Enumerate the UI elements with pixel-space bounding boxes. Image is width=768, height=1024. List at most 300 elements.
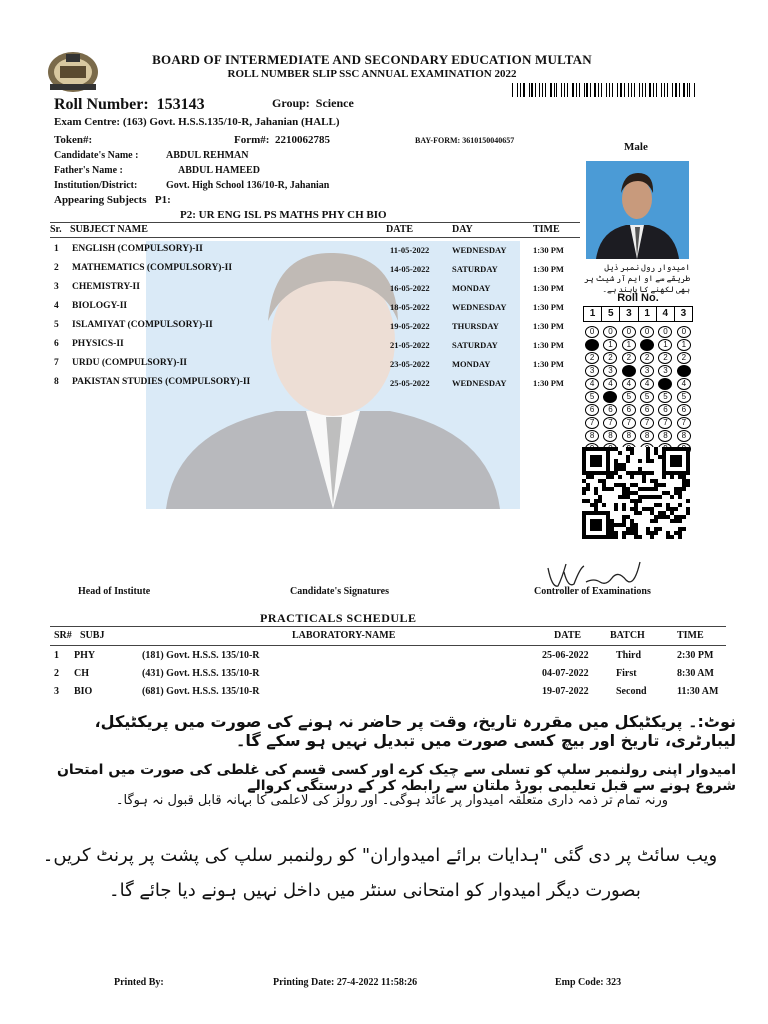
roll-bubble: 0 [585, 326, 599, 338]
roll-bubble: 0 [603, 326, 617, 338]
qr-module [650, 519, 654, 523]
col-date: DATE [554, 630, 582, 641]
roll-bubble: 5 [603, 391, 617, 403]
qr-module [614, 523, 618, 527]
qr-module [594, 499, 598, 503]
qr-module [618, 451, 622, 455]
barcode-bar [689, 83, 690, 97]
qr-module [662, 491, 666, 495]
bubble-column [675, 326, 693, 456]
qr-module [654, 483, 658, 487]
slip-title: ROLL NUMBER SLIP SSC ANNUAL EXAMINATION 2022 [227, 68, 517, 80]
qr-module [622, 487, 626, 491]
qr-module [646, 447, 650, 451]
qr-module [650, 495, 654, 499]
qr-module [658, 495, 662, 499]
qr-module [634, 523, 638, 527]
qr-module [614, 447, 618, 451]
qr-module [590, 455, 602, 467]
col-day: DAY [452, 224, 473, 235]
subject-time: 1:30 PM [533, 283, 564, 293]
barcode-bar [694, 83, 695, 97]
qr-module [630, 491, 634, 495]
practical-lab: (431) Govt. H.S.S. 135/10-R [142, 668, 260, 679]
roll-bubble: 3 [640, 365, 654, 377]
head-of-institute: Head of Institute [78, 586, 151, 597]
qr-module [594, 507, 598, 511]
roll-bubble: 8 [622, 430, 636, 442]
qr-module [666, 507, 670, 511]
qr-module [638, 467, 642, 471]
practicals-top-rule [50, 626, 726, 627]
qr-module [674, 531, 678, 535]
p2-subjects: P2: UR ENG ISL PS MATHS PHY CH BIO [180, 209, 387, 221]
qr-module [646, 455, 650, 459]
qr-module [650, 531, 654, 535]
qr-module [618, 483, 622, 487]
roll-bubble: 1 [677, 339, 691, 351]
subject-date: 23-05-2022 [390, 359, 430, 369]
qr-module [666, 503, 670, 507]
barcode [512, 83, 696, 97]
qr-module [670, 455, 682, 467]
emp-code: Emp Code: 323 [555, 977, 622, 988]
qr-module [638, 499, 642, 503]
qr-module [662, 483, 666, 487]
roll-bubble: 0 [622, 326, 636, 338]
roll-bubble: 8 [640, 430, 654, 442]
qr-module [622, 519, 626, 523]
practical-batch: Second [616, 686, 647, 697]
qr-module [650, 511, 654, 515]
roll-bubble: 8 [585, 430, 599, 442]
qr-module [626, 495, 630, 499]
form-number: Form#: 2210062785 [234, 134, 330, 146]
subject-sr: 5 [54, 320, 59, 330]
subject-time: 1:30 PM [533, 321, 564, 331]
qr-module [666, 491, 670, 495]
barcode-bar [517, 83, 518, 97]
qr-module [642, 487, 646, 491]
qr-module [622, 535, 626, 539]
roll-bubble: 6 [677, 404, 691, 416]
qr-module [622, 515, 626, 519]
col-subject-name: SUBJECT NAME [70, 224, 148, 235]
barcode-bar [642, 83, 643, 97]
subject-day: MONDAY [452, 283, 491, 293]
qr-module [654, 519, 658, 523]
qr-module [682, 527, 686, 531]
qr-module [682, 487, 686, 491]
subject-name: URDU (COMPULSORY)-II [72, 358, 187, 368]
subject-time: 1:30 PM [533, 340, 564, 350]
printed-by: Printed By: [114, 977, 164, 988]
qr-module [614, 467, 618, 471]
candidate-name: ABDUL REHMAN [166, 150, 249, 161]
roll-bubble: 4 [677, 378, 691, 390]
qr-module [630, 475, 634, 479]
printing-date: Printing Date: 27-4-2022 11:58:26 [273, 977, 418, 988]
qr-module [634, 511, 638, 515]
qr-module [670, 475, 674, 479]
qr-module [650, 459, 654, 463]
qr-module [662, 511, 666, 515]
barcode-bar [550, 83, 552, 97]
roll-bubble: 8 [603, 430, 617, 442]
qr-module [638, 511, 642, 515]
qr-module [686, 507, 690, 511]
subject-day: WEDNESDAY [452, 378, 507, 388]
qr-module [614, 535, 618, 539]
practical-lab: (681) Govt. H.S.S. 135/10-R [142, 686, 260, 697]
qr-module [638, 459, 642, 463]
practical-date: 19-07-2022 [542, 686, 589, 697]
urdu-note-5: بصورت دیگر امیدوار کو امتحانی سنٹر میں داخل نہیں ہونے دیا جائے گا۔ [109, 880, 641, 901]
practical-batch: Third [616, 650, 642, 661]
roll-bubble: 7 [585, 417, 599, 429]
practical-time: 8:30 AM [677, 668, 714, 679]
qr-module [618, 463, 622, 467]
qr-module [582, 499, 586, 503]
qr-module [654, 451, 658, 455]
qr-module [622, 523, 626, 527]
subject-name: MATHEMATICS (COMPULSORY)-II [72, 263, 233, 273]
qr-module [622, 483, 626, 487]
qr-module [674, 487, 678, 491]
qr-module [642, 495, 646, 499]
qr-module [658, 503, 662, 507]
qr-module [602, 503, 606, 507]
practical-lab: (181) Govt. H.S.S. 135/10-R [142, 650, 260, 661]
qr-module [594, 487, 598, 491]
qr-module [614, 531, 618, 535]
qr-module [590, 519, 602, 531]
qr-module [670, 519, 674, 523]
barcode-bar [620, 83, 622, 97]
qr-module [682, 483, 686, 487]
exam-centre: Exam Centre: (163) Govt. H.S.S.135/10-R, Jahanian (HALL) [54, 116, 340, 128]
qr-module [614, 463, 618, 467]
qr-module [618, 495, 622, 499]
barcode-bar [656, 83, 657, 97]
roll-no-label: Roll No. [617, 292, 659, 304]
qr-module [638, 495, 642, 499]
roll-bubble: 3 [603, 365, 617, 377]
qr-module [642, 479, 646, 483]
roll-bubble: 4 [640, 378, 654, 390]
subject-sr: 8 [54, 377, 59, 387]
roll-digit: 1 [639, 307, 657, 321]
qr-module [666, 535, 670, 539]
qr-module [630, 483, 634, 487]
gender: Male [624, 141, 648, 153]
subject-row [54, 244, 584, 262]
qr-module [586, 475, 590, 479]
qr-module [650, 471, 654, 475]
father-name: ABDUL HAMEED [178, 165, 260, 176]
barcode-bar [634, 83, 635, 97]
practical-sr: 3 [54, 686, 59, 697]
qr-module [650, 487, 654, 491]
roll-bubbles [583, 326, 693, 456]
bay-form: BAY-FORM: 3610150040657 [415, 136, 515, 145]
qr-module [646, 451, 650, 455]
roll-bubble: 8 [658, 430, 672, 442]
roll-bubble: 5 [658, 391, 672, 403]
qr-module [626, 527, 630, 531]
qr-module [634, 471, 638, 475]
board-logo [46, 48, 100, 94]
qr-module [634, 483, 638, 487]
qr-module [666, 531, 670, 535]
barcode-bar [664, 83, 665, 97]
barcode-bar [679, 83, 680, 97]
roll-bubble: 7 [658, 417, 672, 429]
qr-module [678, 531, 682, 535]
subject-date: 18-05-2022 [390, 302, 430, 312]
qr-module [670, 507, 674, 511]
barcode-bar [590, 83, 591, 97]
subject-time: 1:30 PM [533, 359, 564, 369]
barcode-bar [539, 83, 540, 97]
roll-bubble: 1 [585, 339, 599, 351]
urdu-note-3: ورنہ تمام تر ذمہ داری متعلقہ امیدوار پر عائد ہوگی۔ اور رولز کی لاعلمی کا بہانہ قابل قبول نہ ہوگا۔ [115, 793, 668, 808]
controller-of-examinations: Controller of Examinations [534, 586, 651, 597]
qr-module [622, 463, 626, 467]
qr-module [622, 507, 626, 511]
roll-bubble: 6 [603, 404, 617, 416]
qr-module [634, 491, 638, 495]
qr-module [678, 475, 682, 479]
qr-module [590, 503, 594, 507]
roll-bubble: 1 [603, 339, 617, 351]
roll-bubble: 2 [640, 352, 654, 364]
qr-module [622, 467, 626, 471]
qr-module [662, 515, 666, 519]
barcode-bar [683, 83, 684, 97]
roll-digits [583, 306, 693, 322]
barcode-bar [609, 83, 610, 97]
qr-module [650, 479, 654, 483]
qr-module [646, 495, 650, 499]
subject-name: ENGLISH (COMPULSORY)-II [72, 244, 203, 254]
qr-module [630, 527, 634, 531]
qr-module [650, 535, 654, 539]
roll-bubble: 6 [585, 404, 599, 416]
qr-module [610, 475, 614, 479]
roll-digit: 4 [657, 307, 675, 321]
practical-date: 25-06-2022 [542, 650, 589, 661]
bubble-column [638, 326, 656, 456]
barcode-bar [584, 83, 585, 97]
qr-module [630, 447, 634, 451]
roll-bubble: 2 [677, 352, 691, 364]
qr-module [678, 535, 682, 539]
col-sr: Sr. [50, 224, 62, 235]
roll-digit: 5 [602, 307, 620, 321]
roll-bubble: 3 [658, 365, 672, 377]
qr-module [638, 535, 642, 539]
subject-date: 11-05-2022 [390, 245, 430, 255]
practical-time: 2:30 PM [677, 650, 714, 661]
practical-subj: CH [74, 668, 89, 679]
roll-bubble: 7 [622, 417, 636, 429]
barcode-bar [624, 83, 625, 97]
col-batch: BATCH [610, 630, 645, 641]
qr-module [594, 491, 598, 495]
subject-name: BIOLOGY-II [72, 301, 128, 311]
roll-bubble: 0 [677, 326, 691, 338]
qr-module [598, 495, 602, 499]
barcode-bar [554, 83, 555, 97]
qr-module [662, 475, 666, 479]
roll-bubble: 1 [658, 339, 672, 351]
bubble-column [656, 326, 674, 456]
barcode-bar [542, 83, 543, 97]
qr-module [674, 507, 678, 511]
roll-digit: 3 [620, 307, 638, 321]
qr-module [606, 475, 610, 479]
subject-row [54, 377, 584, 395]
roll-bubble: 4 [585, 378, 599, 390]
practical-row [54, 668, 726, 686]
barcode-bar [529, 83, 530, 97]
qr-module [626, 471, 630, 475]
qr-module [630, 507, 634, 511]
board-title: BOARD OF INTERMEDIATE AND SECONDARY EDUCATION MULTAN [152, 52, 592, 67]
subject-time: 1:30 PM [533, 245, 564, 255]
qr-module [634, 527, 638, 531]
roll-bubble: 5 [640, 391, 654, 403]
roll-bubble: 6 [640, 404, 654, 416]
qr-module [674, 491, 678, 495]
subject-name: PHYSICS-II [72, 339, 124, 349]
roll-bubble: 7 [640, 417, 654, 429]
qr-module [670, 495, 674, 499]
qr-module [686, 499, 690, 503]
col-time: TIME [677, 630, 704, 641]
qr-module [606, 487, 610, 491]
qr-module [618, 523, 622, 527]
omr-note: امیدوار رول نمبر ذیل طریقے سے او ایم آر شیٹ پر بھی لکھنے کا پابند ہے۔ [584, 263, 690, 294]
col-lab: LABORATORY-NAME [292, 630, 396, 641]
qr-module [630, 499, 634, 503]
barcode-bar [512, 83, 513, 97]
roll-bubble: 3 [585, 365, 599, 377]
roll-bubble: 4 [603, 378, 617, 390]
subject-row [54, 339, 584, 357]
qr-module [646, 531, 650, 535]
qr-module [654, 487, 658, 491]
roll-bubble: 3 [677, 365, 691, 377]
qr-module [602, 487, 606, 491]
barcode-bar [523, 83, 525, 97]
qr-module [614, 503, 618, 507]
qr-module [654, 479, 658, 483]
qr-module [666, 515, 670, 519]
qr-module [622, 503, 626, 507]
qr-module [630, 531, 634, 535]
roll-digit: 3 [680, 308, 687, 319]
subject-row [54, 301, 584, 319]
subject-day: WEDNESDAY [452, 245, 507, 255]
practical-subj: PHY [74, 650, 96, 661]
roll-bubble: 5 [585, 391, 599, 403]
qr-module [678, 491, 682, 495]
roll-bubble: 1 [622, 339, 636, 351]
barcode-bar [612, 83, 613, 97]
qr-module [626, 447, 630, 451]
qr-module [634, 531, 638, 535]
roll-bubble: 2 [658, 352, 672, 364]
roll-bubble: 5 [677, 391, 691, 403]
roll-bubble: 7 [677, 417, 691, 429]
practical-subj: BIO [74, 686, 93, 697]
qr-module [646, 471, 650, 475]
qr-module [610, 447, 614, 451]
qr-module [586, 499, 590, 503]
candidate-photo [586, 161, 689, 259]
subject-table-header-rule [50, 237, 580, 238]
subject-date: 16-05-2022 [390, 283, 430, 293]
institution-label: Institution/District: [54, 180, 138, 191]
roll-bubble: 2 [603, 352, 617, 364]
subject-sr: 4 [54, 301, 59, 311]
barcode-bar [556, 83, 557, 97]
col-date: DATE [386, 224, 414, 235]
roll-bubble: 4 [622, 378, 636, 390]
col-subj: SUBJ [80, 630, 105, 641]
qr-module [610, 527, 614, 531]
practical-batch: First [616, 668, 637, 679]
subject-date: 21-05-2022 [390, 340, 430, 350]
subject-name: CHEMISTRY-II [72, 282, 140, 292]
barcode-bar [579, 83, 580, 97]
qr-module [678, 519, 682, 523]
qr-module [654, 503, 658, 507]
qr-module [610, 519, 614, 523]
institution: Govt. High School 136/10-R, Jahanian [166, 180, 330, 191]
subject-day: SATURDAY [452, 264, 498, 274]
qr-module [626, 459, 630, 463]
subject-rows [54, 244, 584, 394]
qr-module [582, 479, 586, 483]
barcode-bar [586, 83, 587, 97]
subject-row [54, 320, 584, 338]
barcode-bar [545, 83, 546, 97]
subject-sr: 7 [54, 358, 59, 368]
qr-module [630, 471, 634, 475]
qr-module [646, 507, 650, 511]
roll-bubble: 2 [585, 352, 599, 364]
qr-module [646, 527, 650, 531]
qr-module [610, 531, 614, 535]
qr-module [658, 511, 662, 515]
qr-module [654, 447, 658, 451]
subject-name: PAKISTAN STUDIES (COMPULSORY)-II [72, 377, 251, 387]
roll-bubble: 8 [677, 430, 691, 442]
qr-module [658, 483, 662, 487]
qr-module [626, 487, 630, 491]
qr-module [634, 499, 638, 503]
barcode-bar [631, 83, 632, 97]
qr-module [626, 455, 630, 459]
qr-module [610, 535, 614, 539]
qr-module [642, 471, 646, 475]
qr-module [654, 515, 658, 519]
roll-bubble: 6 [622, 404, 636, 416]
qr-code [582, 447, 690, 539]
